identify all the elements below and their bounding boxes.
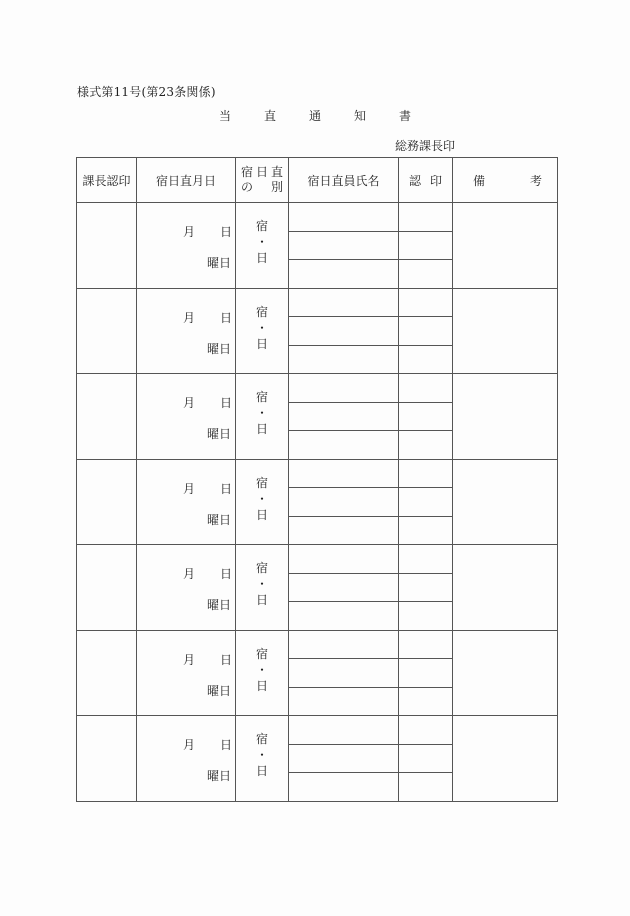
kind-day: 日 — [255, 764, 268, 778]
kind-day: 日 — [255, 336, 268, 351]
staff-name-cell[interactable] — [289, 516, 399, 545]
weekday-label: 曜日 — [207, 256, 232, 270]
staff-name-cell[interactable] — [289, 545, 399, 574]
weekday-label: 曜日 — [207, 512, 232, 527]
remarks-cell[interactable] — [453, 630, 558, 716]
day-label: 日 — [220, 310, 233, 325]
title-char: 知 — [354, 109, 367, 123]
weekday-label: 曜日 — [207, 427, 232, 441]
remarks-cell[interactable] — [453, 203, 558, 289]
header-text: の — [241, 180, 254, 194]
staff-name-cell[interactable] — [289, 431, 399, 460]
title-char: 直 — [264, 109, 277, 123]
month-label: 月 — [183, 481, 196, 496]
kind-day: 日 — [255, 251, 268, 265]
weekday-label: 曜日 — [207, 683, 232, 698]
duty-type-cell[interactable] — [236, 545, 289, 631]
staff-name-cell[interactable] — [289, 716, 399, 745]
weekday-label: 曜日 — [207, 769, 232, 783]
header-row — [77, 158, 558, 203]
seal-cell[interactable] — [399, 687, 453, 716]
month-label: 月 — [183, 225, 196, 239]
kind-separator: ・ — [255, 662, 268, 677]
kind-separator: ・ — [255, 748, 268, 762]
month-label: 月 — [183, 396, 196, 410]
seal-cell[interactable] — [399, 488, 453, 517]
chief-approval-cell[interactable] — [77, 374, 137, 460]
header-text: 日 — [255, 165, 268, 179]
staff-name-cell[interactable] — [289, 260, 399, 289]
staff-name-cell[interactable] — [289, 773, 399, 802]
duty-date-cell[interactable] — [137, 459, 236, 545]
staff-name-cell[interactable] — [289, 374, 399, 403]
kind-day: 日 — [255, 593, 268, 607]
title-char: 通 — [309, 109, 322, 123]
kind-separator: ・ — [255, 235, 268, 249]
seal-cell[interactable] — [399, 260, 453, 289]
chief-approval-cell[interactable] — [77, 545, 137, 631]
duty-type-cell[interactable] — [236, 288, 289, 374]
seal-cell[interactable] — [399, 545, 453, 574]
remarks-cell[interactable] — [453, 545, 558, 631]
entry-row — [77, 203, 558, 232]
seal-cell[interactable] — [399, 374, 453, 403]
kind-separator: ・ — [255, 406, 268, 420]
staff-name-cell[interactable] — [289, 459, 399, 488]
chief-approval-cell[interactable] — [77, 630, 137, 716]
seal-cell[interactable] — [399, 402, 453, 431]
duty-date-cell[interactable] — [137, 545, 236, 631]
kind-separator: ・ — [255, 577, 268, 591]
staff-name-cell[interactable] — [289, 687, 399, 716]
header-staff-name: 宿日直員氏名 — [289, 158, 399, 203]
kind-day: 日 — [255, 422, 268, 436]
entry-row — [77, 630, 558, 659]
seal-cell[interactable] — [399, 459, 453, 488]
seal-cell[interactable] — [399, 773, 453, 802]
seal-cell[interactable] — [399, 573, 453, 602]
seal-cell[interactable] — [399, 516, 453, 545]
chief-approval-cell[interactable] — [77, 459, 137, 545]
header-text: 宿 — [241, 165, 254, 179]
header-text: 備 — [473, 173, 486, 188]
seal-cell[interactable] — [399, 317, 453, 346]
header-remarks — [453, 158, 558, 203]
seal-cell[interactable] — [399, 630, 453, 659]
kind-night: 宿 — [255, 732, 268, 746]
weekday-label: 曜日 — [207, 341, 232, 356]
header-text: 考 — [529, 173, 542, 188]
header-chief-approval: 課長認印 — [77, 158, 137, 203]
staff-name-cell[interactable] — [289, 231, 399, 260]
header-seal — [399, 158, 453, 203]
kind-night: 宿 — [255, 219, 268, 233]
kind-night: 宿 — [255, 561, 268, 575]
general-affairs-chief-stamp-label: 総務課長印 — [395, 139, 456, 153]
duty-date-cell[interactable] — [137, 630, 236, 716]
staff-name-cell[interactable] — [289, 402, 399, 431]
day-label: 日 — [220, 652, 233, 667]
remarks-cell[interactable] — [453, 716, 558, 802]
duty-date-cell[interactable] — [137, 288, 236, 374]
staff-name-cell[interactable] — [289, 602, 399, 631]
duty-notice-table — [76, 157, 558, 802]
day-label: 日 — [220, 396, 233, 410]
weekday-label: 曜日 — [207, 598, 232, 612]
day-label: 日 — [220, 225, 233, 239]
remarks-cell[interactable] — [453, 459, 558, 545]
staff-name-cell[interactable] — [289, 288, 399, 317]
staff-name-cell[interactable] — [289, 744, 399, 773]
entry-row — [77, 459, 558, 488]
document-title — [219, 107, 444, 124]
month-label: 月 — [183, 310, 196, 325]
duty-type-cell[interactable] — [236, 716, 289, 802]
duty-type-cell[interactable] — [236, 459, 289, 545]
staff-name-cell[interactable] — [289, 317, 399, 346]
remarks-cell[interactable] — [453, 374, 558, 460]
staff-name-cell[interactable] — [289, 573, 399, 602]
duty-type-cell[interactable] — [236, 630, 289, 716]
kind-night: 宿 — [255, 390, 268, 404]
duty-type-cell[interactable] — [236, 374, 289, 460]
form-number: 様式第11号(第23条関係) — [77, 85, 216, 99]
seal-cell[interactable] — [399, 345, 453, 374]
seal-cell[interactable] — [399, 431, 453, 460]
month-label: 月 — [183, 567, 196, 581]
chief-approval-cell[interactable] — [77, 716, 137, 802]
duty-type-cell[interactable] — [236, 203, 289, 289]
month-label: 月 — [183, 652, 196, 667]
duty-date-cell[interactable] — [137, 374, 236, 460]
header-text: 別 — [270, 180, 283, 194]
staff-name-cell[interactable] — [289, 630, 399, 659]
entry-row — [77, 716, 558, 745]
seal-cell[interactable] — [399, 744, 453, 773]
header-text: 直 — [270, 165, 283, 179]
seal-cell[interactable] — [399, 231, 453, 260]
kind-night: 宿 — [255, 475, 268, 490]
staff-name-cell[interactable] — [289, 659, 399, 688]
chief-approval-cell[interactable] — [77, 288, 137, 374]
chief-approval-cell[interactable] — [77, 203, 137, 289]
staff-name-cell[interactable] — [289, 203, 399, 232]
kind-night: 宿 — [255, 304, 268, 319]
day-label: 日 — [220, 567, 233, 581]
header-duty-type — [236, 158, 289, 203]
kind-day: 日 — [255, 507, 268, 522]
day-label: 日 — [220, 738, 233, 752]
seal-cell[interactable] — [399, 659, 453, 688]
kind-night: 宿 — [255, 646, 268, 661]
remarks-cell[interactable] — [453, 288, 558, 374]
duty-date-cell[interactable] — [137, 716, 236, 802]
seal-cell[interactable] — [399, 288, 453, 317]
kind-separator: ・ — [255, 320, 268, 335]
kind-day: 日 — [255, 678, 268, 693]
kind-separator: ・ — [255, 491, 268, 506]
entry-row — [77, 374, 558, 403]
month-label: 月 — [183, 738, 196, 752]
seal-cell[interactable] — [399, 716, 453, 745]
header-text: 印 — [429, 173, 442, 188]
seal-cell[interactable] — [399, 203, 453, 232]
seal-cell[interactable] — [399, 602, 453, 631]
entry-row — [77, 545, 558, 574]
entry-row — [77, 288, 558, 317]
title-char: 当 — [219, 109, 232, 123]
duty-date-cell[interactable] — [137, 203, 236, 289]
staff-name-cell[interactable] — [289, 345, 399, 374]
title-char: 書 — [399, 109, 412, 123]
header-text: 認 — [409, 173, 422, 188]
header-duty-date: 宿日直月日 — [137, 158, 236, 203]
day-label: 日 — [220, 481, 233, 496]
staff-name-cell[interactable] — [289, 488, 399, 517]
